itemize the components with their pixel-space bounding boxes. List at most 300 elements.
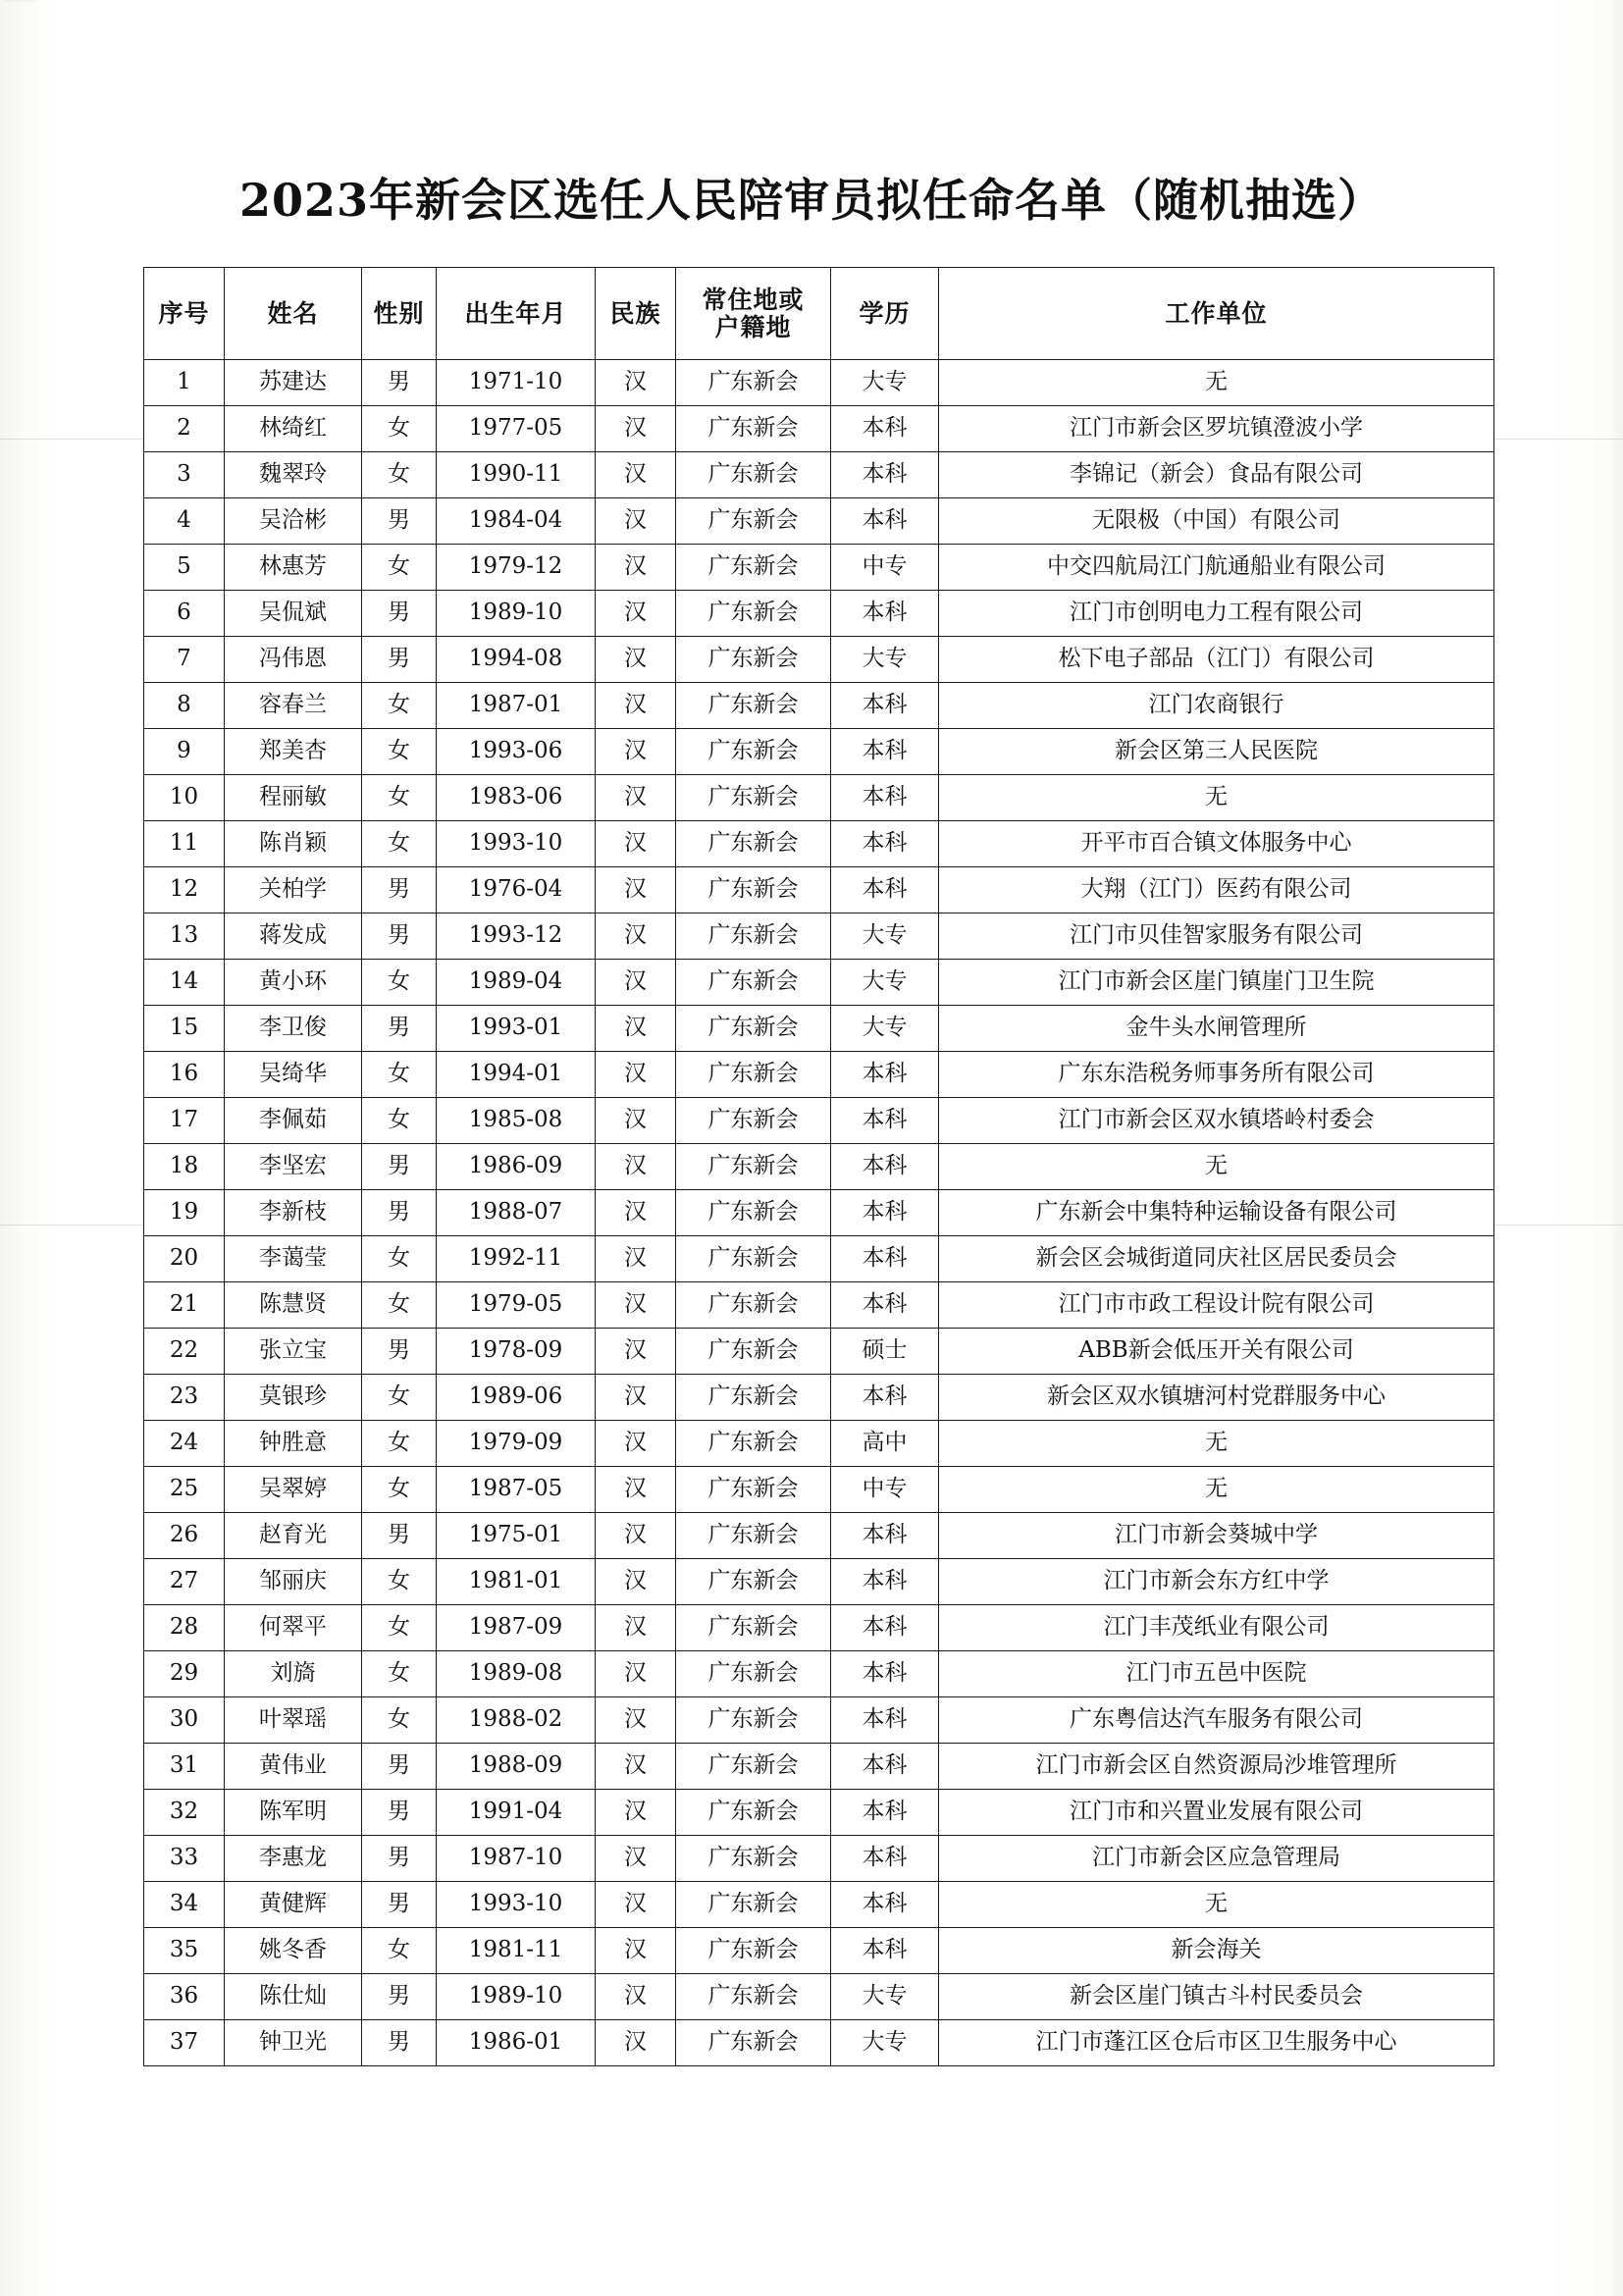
cell-ethnicity: 汉 [596, 1559, 676, 1605]
cell-education: 本科 [831, 1744, 939, 1790]
column-header-dob: 出生年月 [437, 268, 596, 360]
cell-name: 陈慧贤 [225, 1282, 362, 1329]
cell-dob: 1989-10 [437, 1974, 596, 2020]
cell-ethnicity: 汉 [596, 1006, 676, 1052]
cell-ethnicity: 汉 [596, 1098, 676, 1144]
cell-education: 大专 [831, 913, 939, 960]
cell-work-unit: 无 [939, 1144, 1494, 1190]
cell-education: 硕士 [831, 1329, 939, 1375]
cell-seq: 10 [144, 775, 225, 821]
cell-residence: 广东新会 [676, 1282, 831, 1329]
cell-ethnicity: 汉 [596, 775, 676, 821]
cell-education: 本科 [831, 1605, 939, 1651]
column-header-seq: 序号 [144, 268, 225, 360]
cell-residence: 广东新会 [676, 2020, 831, 2066]
cell-residence: 广东新会 [676, 1329, 831, 1375]
cell-name: 李卫俊 [225, 1006, 362, 1052]
cell-seq: 20 [144, 1236, 225, 1282]
cell-work-unit: 大翔（江门）医药有限公司 [939, 867, 1494, 913]
cell-work-unit: 新会区第三人民医院 [939, 729, 1494, 775]
cell-dob: 1983-06 [437, 775, 596, 821]
cell-name: 钟卫光 [225, 2020, 362, 2066]
cell-name: 蒋发成 [225, 913, 362, 960]
cell-education: 本科 [831, 1559, 939, 1605]
cell-dob: 1979-12 [437, 545, 596, 591]
table-row [144, 637, 1494, 683]
cell-education: 大专 [831, 2020, 939, 2066]
table-row [144, 1190, 1494, 1236]
cell-work-unit: 无 [939, 1467, 1494, 1513]
cell-dob: 1987-10 [437, 1836, 596, 1882]
cell-residence: 广东新会 [676, 1144, 831, 1190]
cell-ethnicity: 汉 [596, 1282, 676, 1329]
cell-name: 陈仕灿 [225, 1974, 362, 2020]
cell-name: 黄伟业 [225, 1744, 362, 1790]
cell-seq: 23 [144, 1375, 225, 1421]
cell-seq: 24 [144, 1421, 225, 1467]
cell-residence: 广东新会 [676, 1467, 831, 1513]
cell-residence: 广东新会 [676, 1190, 831, 1236]
cell-residence: 广东新会 [676, 867, 831, 913]
cell-education: 本科 [831, 1052, 939, 1098]
cell-ethnicity: 汉 [596, 1836, 676, 1882]
cell-seq: 14 [144, 960, 225, 1006]
cell-residence: 广东新会 [676, 1421, 831, 1467]
cell-ethnicity: 汉 [596, 1236, 676, 1282]
cell-residence: 广东新会 [676, 1744, 831, 1790]
cell-seq: 36 [144, 1974, 225, 2020]
cell-education: 大专 [831, 1006, 939, 1052]
cell-seq: 28 [144, 1605, 225, 1651]
cell-sex: 男 [362, 1329, 437, 1375]
cell-name: 李新枝 [225, 1190, 362, 1236]
cell-sex: 男 [362, 1513, 437, 1559]
cell-sex: 男 [362, 360, 437, 406]
cell-sex: 女 [362, 1421, 437, 1467]
cell-education: 本科 [831, 1236, 939, 1282]
cell-ethnicity: 汉 [596, 1052, 676, 1098]
cell-work-unit: 江门市蓬江区仓后市区卫生服务中心 [939, 2020, 1494, 2066]
cell-work-unit: 中交四航局江门航通船业有限公司 [939, 545, 1494, 591]
cell-sex: 男 [362, 913, 437, 960]
cell-seq: 27 [144, 1559, 225, 1605]
cell-name: 陈军明 [225, 1790, 362, 1836]
roster-table-container [143, 267, 1493, 2066]
cell-name: 黄健辉 [225, 1882, 362, 1928]
cell-ethnicity: 汉 [596, 960, 676, 1006]
cell-work-unit: 无 [939, 775, 1494, 821]
cell-dob: 1990-11 [437, 452, 596, 498]
cell-dob: 1993-01 [437, 1006, 596, 1052]
cell-dob: 1989-04 [437, 960, 596, 1006]
cell-residence: 广东新会 [676, 498, 831, 545]
cell-sex: 男 [362, 1744, 437, 1790]
cell-sex: 女 [362, 683, 437, 729]
cell-sex: 女 [362, 1098, 437, 1144]
cell-residence: 广东新会 [676, 683, 831, 729]
cell-dob: 1977-05 [437, 406, 596, 452]
cell-work-unit: ABB新会低压开关有限公司 [939, 1329, 1494, 1375]
cell-seq: 6 [144, 591, 225, 637]
cell-education: 本科 [831, 498, 939, 545]
cell-dob: 1992-11 [437, 1236, 596, 1282]
cell-education: 高中 [831, 1421, 939, 1467]
cell-seq: 26 [144, 1513, 225, 1559]
cell-residence: 广东新会 [676, 1559, 831, 1605]
cell-name: 陈肖颖 [225, 821, 362, 867]
cell-dob: 1987-09 [437, 1605, 596, 1651]
table-row [144, 1928, 1494, 1974]
cell-name: 邹丽庆 [225, 1559, 362, 1605]
cell-dob: 1994-08 [437, 637, 596, 683]
cell-seq: 13 [144, 913, 225, 960]
cell-ethnicity: 汉 [596, 591, 676, 637]
table-row [144, 913, 1494, 960]
cell-name: 关柏学 [225, 867, 362, 913]
cell-residence: 广东新会 [676, 960, 831, 1006]
cell-name: 李坚宏 [225, 1144, 362, 1190]
cell-sex: 女 [362, 1697, 437, 1744]
cell-ethnicity: 汉 [596, 360, 676, 406]
cell-residence: 广东新会 [676, 775, 831, 821]
cell-name: 吴洽彬 [225, 498, 362, 545]
cell-name: 刘旖 [225, 1651, 362, 1697]
cell-work-unit: 广东粤信达汽车服务有限公司 [939, 1697, 1494, 1744]
cell-seq: 1 [144, 360, 225, 406]
cell-ethnicity: 汉 [596, 1790, 676, 1836]
cell-name: 容春兰 [225, 683, 362, 729]
table-row [144, 1882, 1494, 1928]
cell-dob: 1978-09 [437, 1329, 596, 1375]
cell-seq: 22 [144, 1329, 225, 1375]
cell-education: 本科 [831, 1144, 939, 1190]
cell-residence: 广东新会 [676, 1605, 831, 1651]
cell-name: 黄小环 [225, 960, 362, 1006]
cell-education: 本科 [831, 591, 939, 637]
cell-ethnicity: 汉 [596, 1697, 676, 1744]
cell-ethnicity: 汉 [596, 683, 676, 729]
cell-dob: 1987-01 [437, 683, 596, 729]
column-header-residence-line2: 户籍地 [714, 312, 792, 341]
table-row [144, 545, 1494, 591]
column-header-ethnicity: 民族 [596, 268, 676, 360]
cell-education: 本科 [831, 683, 939, 729]
cell-ethnicity: 汉 [596, 545, 676, 591]
cell-dob: 1993-06 [437, 729, 596, 775]
cell-residence: 广东新会 [676, 406, 831, 452]
column-header-residence-line1: 常住地或 [702, 285, 805, 314]
cell-seq: 32 [144, 1790, 225, 1836]
cell-dob: 1991-04 [437, 1790, 596, 1836]
table-row [144, 1651, 1494, 1697]
table-row [144, 1329, 1494, 1375]
cell-ethnicity: 汉 [596, 1421, 676, 1467]
cell-ethnicity: 汉 [596, 1744, 676, 1790]
cell-residence: 广东新会 [676, 545, 831, 591]
cell-dob: 1988-02 [437, 1697, 596, 1744]
cell-dob: 1971-10 [437, 360, 596, 406]
cell-seq: 3 [144, 452, 225, 498]
cell-dob: 1986-09 [437, 1144, 596, 1190]
cell-education: 大专 [831, 960, 939, 1006]
cell-sex: 男 [362, 1974, 437, 2020]
cell-work-unit: 李锦记（新会）食品有限公司 [939, 452, 1494, 498]
cell-ethnicity: 汉 [596, 1513, 676, 1559]
cell-education: 本科 [831, 1928, 939, 1974]
cell-name: 吴绮华 [225, 1052, 362, 1098]
table-row [144, 1375, 1494, 1421]
cell-name: 莫银珍 [225, 1375, 362, 1421]
cell-residence: 广东新会 [676, 1974, 831, 2020]
cell-ethnicity: 汉 [596, 729, 676, 775]
cell-name: 李惠龙 [225, 1836, 362, 1882]
cell-education: 本科 [831, 452, 939, 498]
cell-sex: 女 [362, 1375, 437, 1421]
cell-dob: 1979-09 [437, 1421, 596, 1467]
cell-sex: 男 [362, 1882, 437, 1928]
cell-seq: 37 [144, 2020, 225, 2066]
cell-ethnicity: 汉 [596, 867, 676, 913]
cell-residence: 广东新会 [676, 821, 831, 867]
table-row [144, 1744, 1494, 1790]
column-header-residence [676, 268, 831, 360]
cell-name: 林绮红 [225, 406, 362, 452]
cell-seq: 30 [144, 1697, 225, 1744]
cell-education: 大专 [831, 360, 939, 406]
cell-work-unit: 江门市新会东方红中学 [939, 1559, 1494, 1605]
cell-seq: 11 [144, 821, 225, 867]
cell-residence: 广东新会 [676, 1375, 831, 1421]
cell-seq: 33 [144, 1836, 225, 1882]
cell-ethnicity: 汉 [596, 1329, 676, 1375]
column-header-sex: 性别 [362, 268, 437, 360]
cell-ethnicity: 汉 [596, 1375, 676, 1421]
roster-table [143, 267, 1494, 2066]
cell-work-unit: 无限极（中国）有限公司 [939, 498, 1494, 545]
cell-seq: 5 [144, 545, 225, 591]
cell-sex: 女 [362, 1052, 437, 1098]
table-row [144, 1605, 1494, 1651]
cell-education: 大专 [831, 1974, 939, 2020]
cell-name: 张立宝 [225, 1329, 362, 1375]
cell-work-unit: 新会海关 [939, 1928, 1494, 1974]
cell-sex: 男 [362, 2020, 437, 2066]
cell-work-unit: 江门市新会区应急管理局 [939, 1836, 1494, 1882]
cell-seq: 4 [144, 498, 225, 545]
cell-seq: 9 [144, 729, 225, 775]
cell-sex: 男 [362, 591, 437, 637]
cell-sex: 女 [362, 1928, 437, 1974]
table-row [144, 1282, 1494, 1329]
cell-work-unit: 江门市和兴置业发展有限公司 [939, 1790, 1494, 1836]
cell-work-unit: 江门市新会区罗坑镇澄波小学 [939, 406, 1494, 452]
cell-ethnicity: 汉 [596, 1467, 676, 1513]
cell-residence: 广东新会 [676, 913, 831, 960]
cell-name: 叶翠瑶 [225, 1697, 362, 1744]
cell-sex: 女 [362, 729, 437, 775]
cell-education: 本科 [831, 1882, 939, 1928]
cell-education: 本科 [831, 1513, 939, 1559]
table-row [144, 498, 1494, 545]
cell-residence: 广东新会 [676, 729, 831, 775]
cell-sex: 男 [362, 498, 437, 545]
table-row [144, 1836, 1494, 1882]
cell-sex: 女 [362, 452, 437, 498]
cell-seq: 2 [144, 406, 225, 452]
cell-education: 本科 [831, 1282, 939, 1329]
cell-sex: 女 [362, 1651, 437, 1697]
cell-residence: 广东新会 [676, 1098, 831, 1144]
table-row [144, 1790, 1494, 1836]
cell-residence: 广东新会 [676, 1513, 831, 1559]
cell-dob: 1988-07 [437, 1190, 596, 1236]
cell-name: 李佩茹 [225, 1098, 362, 1144]
cell-sex: 女 [362, 1467, 437, 1513]
table-row [144, 1559, 1494, 1605]
table-row [144, 591, 1494, 637]
table-row [144, 1144, 1494, 1190]
cell-ethnicity: 汉 [596, 1605, 676, 1651]
cell-work-unit: 开平市百合镇文体服务中心 [939, 821, 1494, 867]
cell-dob: 1981-01 [437, 1559, 596, 1605]
cell-ethnicity: 汉 [596, 1651, 676, 1697]
cell-education: 本科 [831, 821, 939, 867]
table-row [144, 1236, 1494, 1282]
cell-residence: 广东新会 [676, 1651, 831, 1697]
cell-sex: 男 [362, 867, 437, 913]
cell-ethnicity: 汉 [596, 1974, 676, 2020]
cell-seq: 16 [144, 1052, 225, 1098]
column-header-name: 姓名 [225, 268, 362, 360]
cell-ethnicity: 汉 [596, 452, 676, 498]
cell-ethnicity: 汉 [596, 498, 676, 545]
cell-name: 冯伟恩 [225, 637, 362, 683]
cell-sex: 女 [362, 775, 437, 821]
cell-name: 郑美杏 [225, 729, 362, 775]
cell-sex: 男 [362, 1836, 437, 1882]
cell-education: 本科 [831, 1790, 939, 1836]
cell-work-unit: 江门农商银行 [939, 683, 1494, 729]
table-row [144, 821, 1494, 867]
cell-sex: 男 [362, 1144, 437, 1190]
table-row [144, 360, 1494, 406]
cell-dob: 1976-04 [437, 867, 596, 913]
cell-dob: 1989-08 [437, 1651, 596, 1697]
cell-residence: 广东新会 [676, 1697, 831, 1744]
table-row [144, 729, 1494, 775]
table-row [144, 1006, 1494, 1052]
cell-seq: 12 [144, 867, 225, 913]
cell-work-unit: 江门市新会区崖门镇崖门卫生院 [939, 960, 1494, 1006]
cell-work-unit: 江门市贝佳智家服务有限公司 [939, 913, 1494, 960]
cell-work-unit: 江门丰茂纸业有限公司 [939, 1605, 1494, 1651]
cell-ethnicity: 汉 [596, 406, 676, 452]
cell-sex: 男 [362, 1006, 437, 1052]
cell-dob: 1994-01 [437, 1052, 596, 1098]
cell-education: 本科 [831, 729, 939, 775]
cell-work-unit: 松下电子部品（江门）有限公司 [939, 637, 1494, 683]
cell-education: 本科 [831, 1651, 939, 1697]
cell-education: 本科 [831, 1190, 939, 1236]
cell-education: 本科 [831, 1098, 939, 1144]
table-row [144, 1513, 1494, 1559]
cell-dob: 1993-10 [437, 1882, 596, 1928]
cell-residence: 广东新会 [676, 452, 831, 498]
cell-residence: 广东新会 [676, 1836, 831, 1882]
column-header-education: 学历 [831, 268, 939, 360]
cell-ethnicity: 汉 [596, 913, 676, 960]
cell-seq: 15 [144, 1006, 225, 1052]
cell-name: 吴翠婷 [225, 1467, 362, 1513]
table-body [144, 360, 1494, 2066]
table-header [144, 268, 1494, 360]
cell-residence: 广东新会 [676, 1052, 831, 1098]
cell-work-unit: 无 [939, 1421, 1494, 1467]
scan-edge-artifacts [4, 0, 37, 2296]
table-row [144, 2020, 1494, 2066]
cell-dob: 1988-09 [437, 1744, 596, 1790]
cell-sex: 男 [362, 1190, 437, 1236]
cell-seq: 35 [144, 1928, 225, 1974]
cell-name: 钟胜意 [225, 1421, 362, 1467]
cell-seq: 34 [144, 1882, 225, 1928]
table-row [144, 775, 1494, 821]
table-row [144, 1467, 1494, 1513]
cell-sex: 男 [362, 637, 437, 683]
cell-residence: 广东新会 [676, 591, 831, 637]
table-header-row [144, 268, 1494, 360]
cell-seq: 29 [144, 1651, 225, 1697]
cell-dob: 1984-04 [437, 498, 596, 545]
cell-work-unit: 新会区会城街道同庆社区居民委员会 [939, 1236, 1494, 1282]
cell-education: 本科 [831, 406, 939, 452]
cell-work-unit: 新会区崖门镇古斗村民委员会 [939, 1974, 1494, 2020]
cell-work-unit: 江门市市政工程设计院有限公司 [939, 1282, 1494, 1329]
cell-education: 中专 [831, 545, 939, 591]
cell-ethnicity: 汉 [596, 1882, 676, 1928]
cell-residence: 广东新会 [676, 1236, 831, 1282]
cell-dob: 1989-06 [437, 1375, 596, 1421]
cell-seq: 19 [144, 1190, 225, 1236]
cell-work-unit: 无 [939, 360, 1494, 406]
cell-seq: 17 [144, 1098, 225, 1144]
cell-name: 苏建达 [225, 360, 362, 406]
cell-name: 何翠平 [225, 1605, 362, 1651]
cell-work-unit: 广东东浩税务师事务所有限公司 [939, 1052, 1494, 1098]
cell-dob: 1975-01 [437, 1513, 596, 1559]
cell-seq: 18 [144, 1144, 225, 1190]
cell-dob: 1987-05 [437, 1467, 596, 1513]
table-row [144, 1098, 1494, 1144]
cell-work-unit: 江门市新会葵城中学 [939, 1513, 1494, 1559]
cell-residence: 广东新会 [676, 360, 831, 406]
cell-ethnicity: 汉 [596, 1144, 676, 1190]
cell-residence: 广东新会 [676, 1006, 831, 1052]
cell-education: 本科 [831, 1697, 939, 1744]
cell-name: 林惠芳 [225, 545, 362, 591]
cell-name: 程丽敏 [225, 775, 362, 821]
cell-name: 姚冬香 [225, 1928, 362, 1974]
cell-sex: 女 [362, 1236, 437, 1282]
cell-work-unit: 无 [939, 1882, 1494, 1928]
cell-seq: 21 [144, 1282, 225, 1329]
cell-sex: 女 [362, 1605, 437, 1651]
table-row [144, 960, 1494, 1006]
table-row [144, 867, 1494, 913]
cell-work-unit: 金牛头水闸管理所 [939, 1006, 1494, 1052]
cell-sex: 女 [362, 821, 437, 867]
table-row [144, 1052, 1494, 1098]
